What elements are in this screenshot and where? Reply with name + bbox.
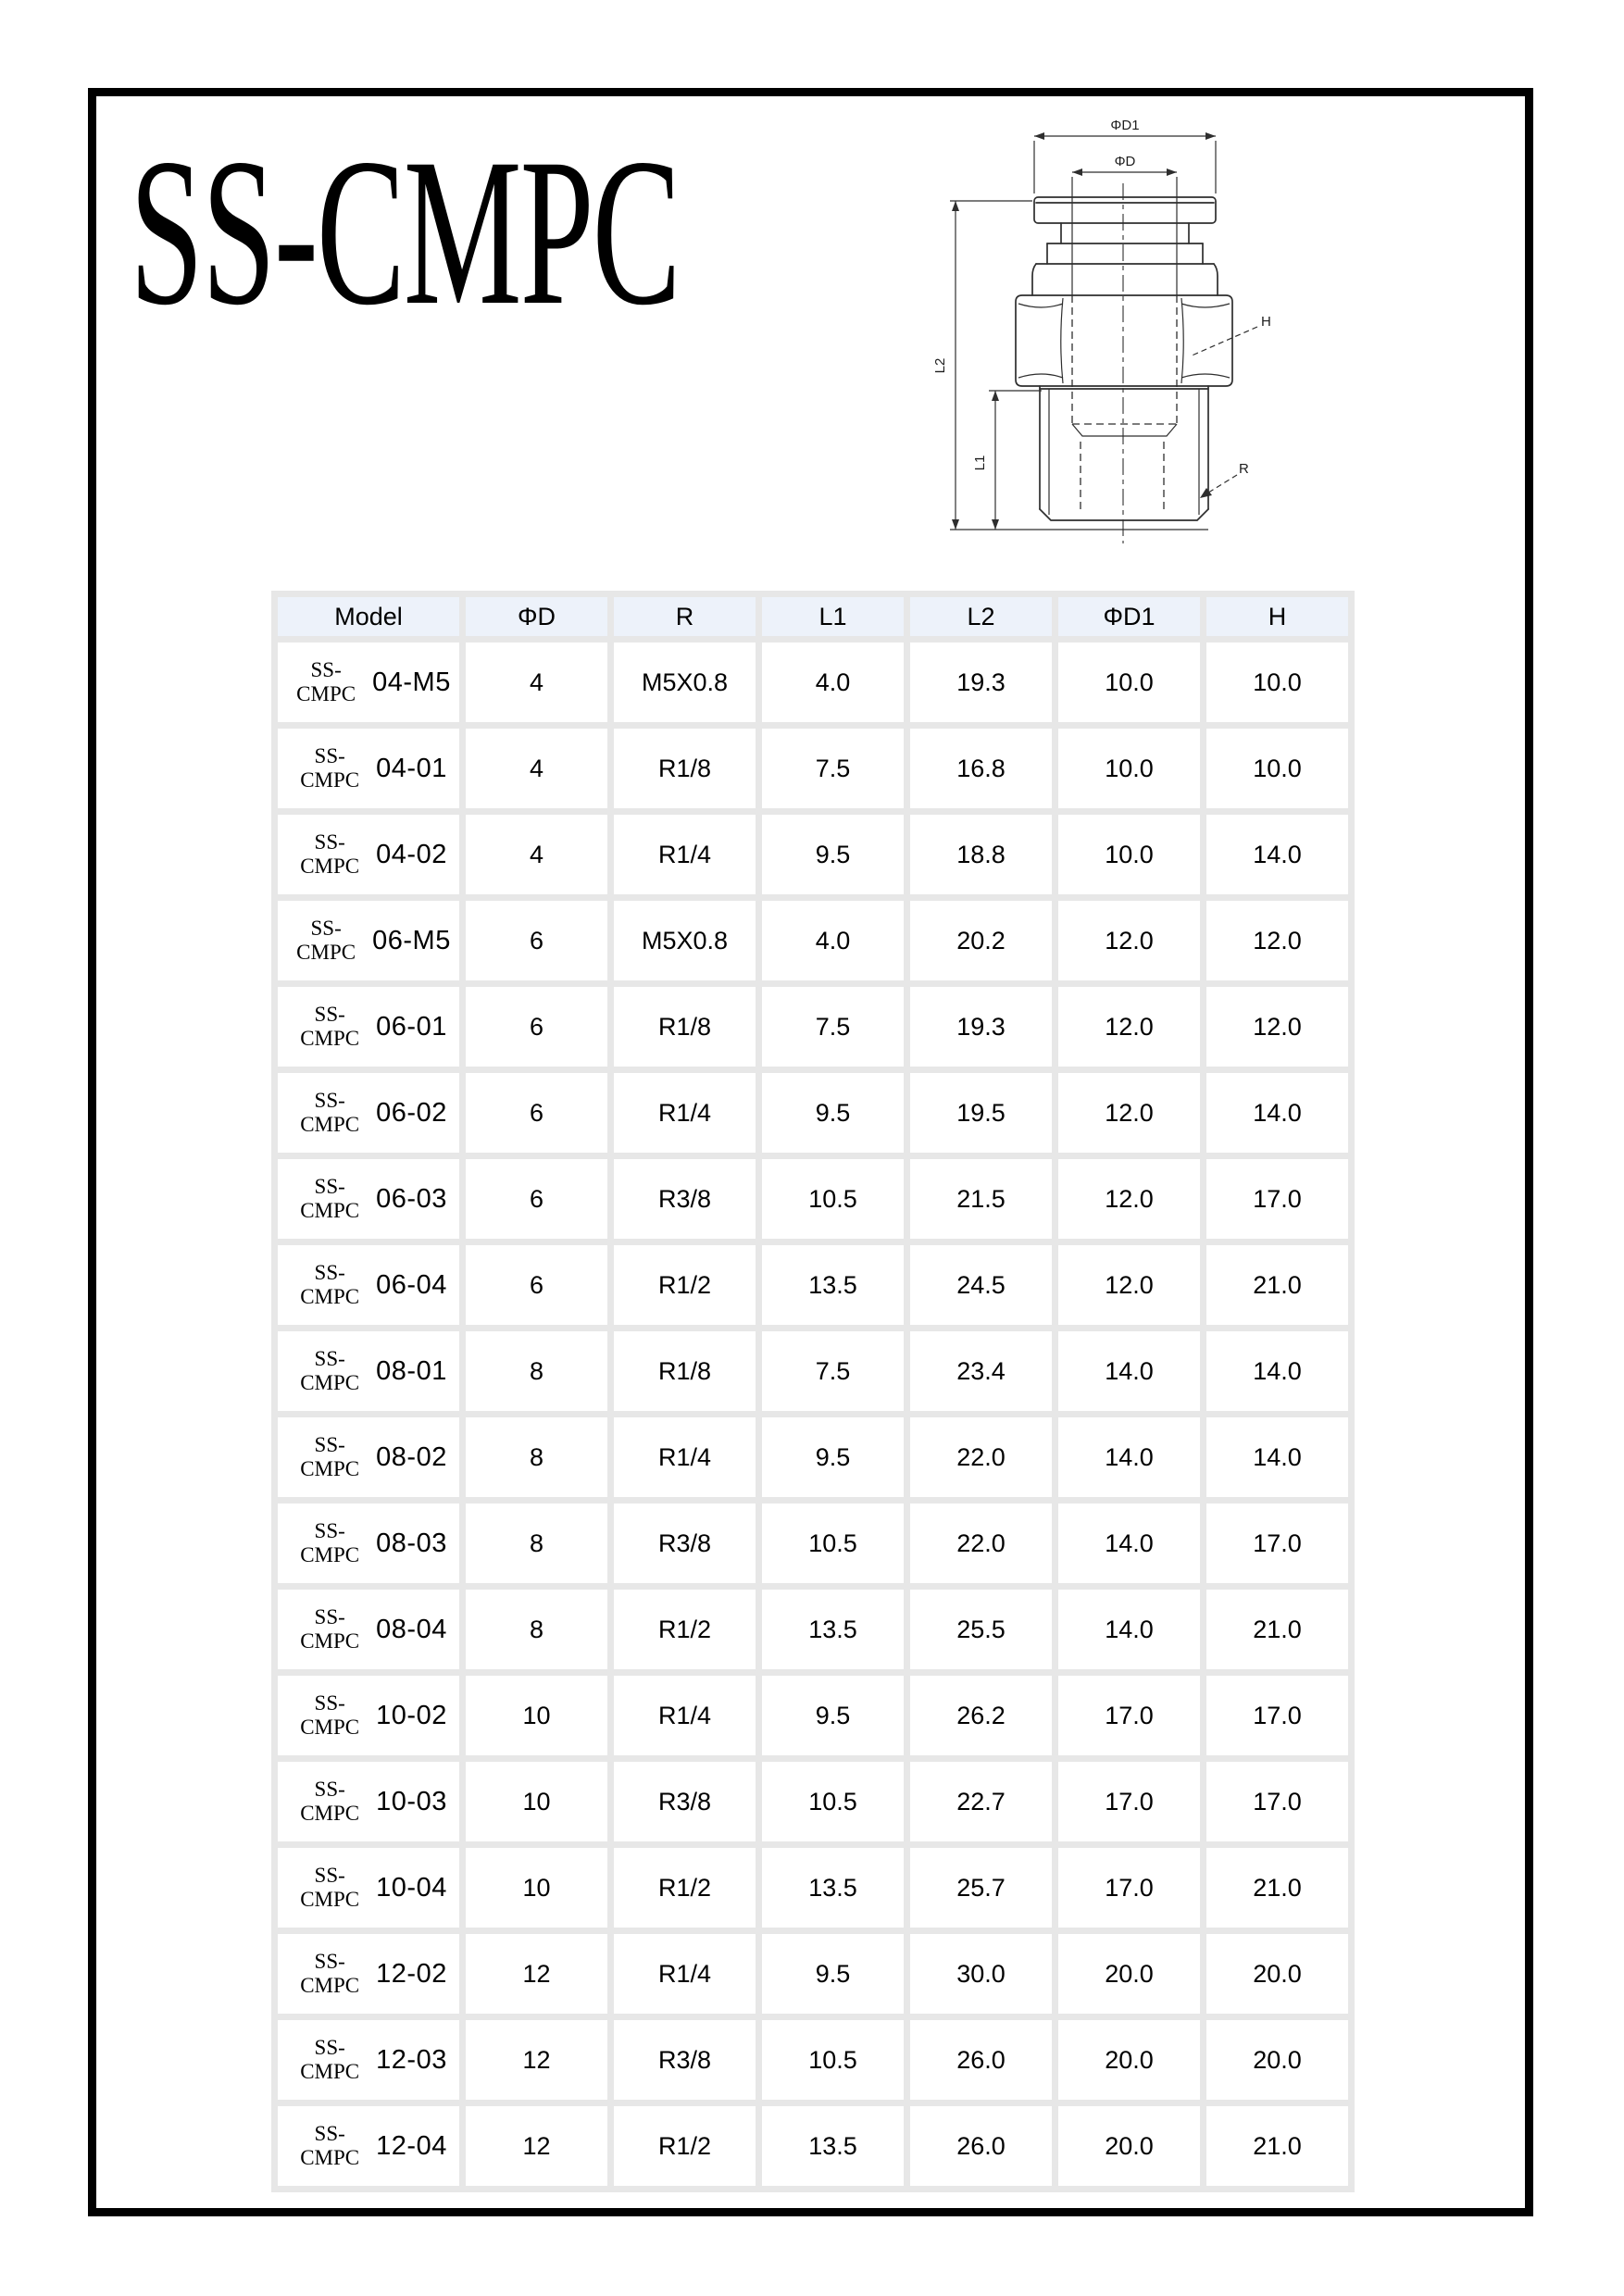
model-prefix: SS-CMPC <box>300 1950 360 1997</box>
cell-l1: 10.5 <box>762 1504 904 1583</box>
cell-d1: 20.0 <box>1058 1934 1200 2014</box>
cell-l2: 30.0 <box>910 1934 1052 2014</box>
cell-l1: 13.5 <box>762 2106 904 2186</box>
cell-r: R3/8 <box>614 1762 756 1841</box>
table-row <box>278 729 1348 808</box>
model-suffix: 12-02 <box>376 1958 447 1989</box>
model-suffix: 08-01 <box>376 1355 447 1386</box>
cell-h: 14.0 <box>1206 815 1348 894</box>
cell-model <box>278 1073 459 1153</box>
table-row <box>278 1934 1348 2014</box>
model-suffix: 12-04 <box>376 2130 447 2161</box>
cell-d: 10 <box>466 1676 607 1755</box>
model-prefix: SS-CMPC <box>300 1864 360 1911</box>
cell-d1: 14.0 <box>1058 1504 1200 1583</box>
page-title: SS-CMPC <box>130 116 680 349</box>
cell-d: 10 <box>466 1848 607 1928</box>
header-row <box>278 597 1348 636</box>
model-suffix: 06-04 <box>376 1269 447 1300</box>
model-prefix: SS-CMPC <box>300 2036 360 2083</box>
cell-l1: 9.5 <box>762 1676 904 1755</box>
column-header-d: ΦD <box>466 597 607 636</box>
model-suffix: 06-01 <box>376 1011 447 1042</box>
cell-r: R1/8 <box>614 1331 756 1411</box>
cell-d: 6 <box>466 1245 607 1325</box>
cell-l1: 9.5 <box>762 1934 904 2014</box>
cell-d: 12 <box>466 2020 607 2100</box>
cell-d1: 10.0 <box>1058 643 1200 722</box>
table-row <box>278 1159 1348 1239</box>
technical-drawing <box>870 88 1305 551</box>
cell-l2: 24.5 <box>910 1245 1052 1325</box>
model-prefix: SS-CMPC <box>300 1605 360 1653</box>
model-prefix: SS-CMPC <box>300 1347 360 1394</box>
cell-r: R3/8 <box>614 2020 756 2100</box>
cell-model <box>278 1245 459 1325</box>
cell-d1: 17.0 <box>1058 1848 1200 1928</box>
cell-l2: 22.7 <box>910 1762 1052 1841</box>
cell-d1: 10.0 <box>1058 815 1200 894</box>
cell-l1: 7.5 <box>762 987 904 1067</box>
model-suffix: 08-02 <box>376 1441 447 1472</box>
cell-model <box>278 815 459 894</box>
table-row <box>278 815 1348 894</box>
model-suffix: 06-M5 <box>372 925 451 955</box>
cell-h: 21.0 <box>1206 1590 1348 1669</box>
column-header-l2: L2 <box>910 597 1052 636</box>
table-row <box>278 1073 1348 1153</box>
cell-model <box>278 2020 459 2100</box>
table-row <box>278 1331 1348 1411</box>
cell-l2: 22.0 <box>910 1417 1052 1497</box>
cell-h: 14.0 <box>1206 1073 1348 1153</box>
cell-h: 12.0 <box>1206 987 1348 1067</box>
cell-r: R1/8 <box>614 987 756 1067</box>
model-suffix: 06-02 <box>376 1097 447 1128</box>
model-suffix: 12-03 <box>376 2044 447 2075</box>
cell-r: R1/2 <box>614 2106 756 2186</box>
column-header-r: R <box>614 597 756 636</box>
cell-model <box>278 1159 459 1239</box>
dim-label-l2: L2 <box>932 357 948 374</box>
cell-model <box>278 987 459 1067</box>
cell-r: R1/8 <box>614 729 756 808</box>
model-prefix: SS-CMPC <box>300 830 360 878</box>
cell-l1: 13.5 <box>762 1590 904 1669</box>
cell-l1: 10.5 <box>762 2020 904 2100</box>
cell-l2: 26.0 <box>910 2106 1052 2186</box>
table-row <box>278 1590 1348 1669</box>
cell-h: 21.0 <box>1206 1848 1348 1928</box>
cell-h: 10.0 <box>1206 729 1348 808</box>
cell-h: 17.0 <box>1206 1159 1348 1239</box>
model-suffix: 10-03 <box>376 1786 447 1816</box>
cell-d: 6 <box>466 987 607 1067</box>
cell-r: R1/2 <box>614 1848 756 1928</box>
cell-r: R1/4 <box>614 1676 756 1755</box>
cell-l2: 16.8 <box>910 729 1052 808</box>
cell-model <box>278 1590 459 1669</box>
page-frame <box>88 88 1533 2216</box>
cell-l1: 9.5 <box>762 1073 904 1153</box>
cell-d: 8 <box>466 1590 607 1669</box>
cell-h: 17.0 <box>1206 1676 1348 1755</box>
spec-table <box>271 591 1355 2192</box>
table-row <box>278 1676 1348 1755</box>
cell-model <box>278 2106 459 2186</box>
cell-l1: 9.5 <box>762 1417 904 1497</box>
cell-d: 6 <box>466 1159 607 1239</box>
column-header-model: Model <box>278 597 459 636</box>
cell-d1: 14.0 <box>1058 1331 1200 1411</box>
model-suffix: 08-04 <box>376 1614 447 1644</box>
table-row <box>278 1848 1348 1928</box>
cell-h: 20.0 <box>1206 1934 1348 2014</box>
table-row <box>278 2106 1348 2186</box>
cell-l1: 4.0 <box>762 901 904 980</box>
cell-model <box>278 1676 459 1755</box>
cell-d1: 12.0 <box>1058 1245 1200 1325</box>
cell-r: R1/4 <box>614 1073 756 1153</box>
cell-model <box>278 729 459 808</box>
cell-l2: 23.4 <box>910 1331 1052 1411</box>
table-row <box>278 643 1348 722</box>
dim-label-r: R <box>1239 461 1249 477</box>
model-suffix: 06-03 <box>376 1183 447 1214</box>
cell-h: 17.0 <box>1206 1504 1348 1583</box>
cell-model <box>278 1417 459 1497</box>
cell-l2: 26.0 <box>910 2020 1052 2100</box>
cell-l1: 7.5 <box>762 1331 904 1411</box>
model-suffix: 04-01 <box>376 753 447 783</box>
model-prefix: SS-CMPC <box>300 1778 360 1825</box>
cell-model <box>278 643 459 722</box>
table-row <box>278 1245 1348 1325</box>
table-row <box>278 2020 1348 2100</box>
cell-d1: 17.0 <box>1058 1676 1200 1755</box>
cell-r: M5X0.8 <box>614 901 756 980</box>
cell-l2: 19.3 <box>910 643 1052 722</box>
cell-d: 8 <box>466 1417 607 1497</box>
cell-model <box>278 1848 459 1928</box>
cell-l2: 25.5 <box>910 1590 1052 1669</box>
cell-r: R3/8 <box>614 1159 756 1239</box>
cell-model <box>278 901 459 980</box>
cell-h: 12.0 <box>1206 901 1348 980</box>
cell-d: 6 <box>466 901 607 980</box>
cell-h: 10.0 <box>1206 643 1348 722</box>
cell-d1: 14.0 <box>1058 1590 1200 1669</box>
cell-d1: 20.0 <box>1058 2106 1200 2186</box>
cell-l1: 9.5 <box>762 815 904 894</box>
model-suffix: 10-04 <box>376 1872 447 1903</box>
table-row <box>278 987 1348 1067</box>
column-header-l1: L1 <box>762 597 904 636</box>
model-prefix: SS-CMPC <box>300 1089 360 1136</box>
model-prefix: SS-CMPC <box>300 1175 360 1222</box>
cell-d1: 17.0 <box>1058 1762 1200 1841</box>
cell-model <box>278 1504 459 1583</box>
cell-h: 21.0 <box>1206 1245 1348 1325</box>
cell-d: 6 <box>466 1073 607 1153</box>
cell-d1: 20.0 <box>1058 2020 1200 2100</box>
model-prefix: SS-CMPC <box>300 2122 360 2169</box>
model-suffix: 04-02 <box>376 839 447 869</box>
model-prefix: SS-CMPC <box>296 917 356 964</box>
cell-d: 10 <box>466 1762 607 1841</box>
dim-label-d: ΦD <box>1114 154 1136 169</box>
dim-label-d1: ΦD1 <box>1110 118 1140 133</box>
table-row <box>278 1417 1348 1497</box>
cell-d: 8 <box>466 1504 607 1583</box>
table-row <box>278 1504 1348 1583</box>
cell-d: 4 <box>466 815 607 894</box>
cell-h: 14.0 <box>1206 1417 1348 1497</box>
cell-h: 14.0 <box>1206 1331 1348 1411</box>
cell-d: 12 <box>466 1934 607 2014</box>
cell-model <box>278 1762 459 1841</box>
table-row <box>278 901 1348 980</box>
model-suffix: 04-M5 <box>372 667 451 697</box>
cell-l2: 19.5 <box>910 1073 1052 1153</box>
cell-l1: 4.0 <box>762 643 904 722</box>
model-suffix: 10-02 <box>376 1700 447 1730</box>
cell-l2: 25.7 <box>910 1848 1052 1928</box>
cell-d1: 12.0 <box>1058 901 1200 980</box>
cell-l2: 19.3 <box>910 987 1052 1067</box>
cell-d1: 12.0 <box>1058 1073 1200 1153</box>
dim-label-h: H <box>1261 314 1271 330</box>
model-prefix: SS-CMPC <box>296 658 356 705</box>
cell-r: R1/2 <box>614 1245 756 1325</box>
cell-model <box>278 1934 459 2014</box>
cell-d: 4 <box>466 643 607 722</box>
cell-d1: 10.0 <box>1058 729 1200 808</box>
cell-l2: 26.2 <box>910 1676 1052 1755</box>
cell-h: 21.0 <box>1206 2106 1348 2186</box>
cell-l2: 21.5 <box>910 1159 1052 1239</box>
dim-label-l1: L1 <box>972 455 988 471</box>
cell-l1: 13.5 <box>762 1245 904 1325</box>
cell-r: R1/4 <box>614 815 756 894</box>
column-header-h: H <box>1206 597 1348 636</box>
cell-model <box>278 1331 459 1411</box>
cell-l1: 7.5 <box>762 729 904 808</box>
model-prefix: SS-CMPC <box>300 744 360 792</box>
cell-r: M5X0.8 <box>614 643 756 722</box>
cell-l2: 20.2 <box>910 901 1052 980</box>
model-prefix: SS-CMPC <box>300 1261 360 1308</box>
cell-h: 17.0 <box>1206 1762 1348 1841</box>
table-row <box>278 1762 1348 1841</box>
model-prefix: SS-CMPC <box>300 1003 360 1050</box>
cell-d: 4 <box>466 729 607 808</box>
cell-r: R1/2 <box>614 1590 756 1669</box>
model-suffix: 08-03 <box>376 1528 447 1558</box>
cell-d1: 12.0 <box>1058 1159 1200 1239</box>
cell-d: 8 <box>466 1331 607 1411</box>
column-header-d1: ΦD1 <box>1058 597 1200 636</box>
cell-l1: 10.5 <box>762 1159 904 1239</box>
cell-h: 20.0 <box>1206 2020 1348 2100</box>
cell-d1: 12.0 <box>1058 987 1200 1067</box>
cell-l1: 10.5 <box>762 1762 904 1841</box>
model-prefix: SS-CMPC <box>300 1519 360 1566</box>
cell-l1: 13.5 <box>762 1848 904 1928</box>
cell-l2: 18.8 <box>910 815 1052 894</box>
cell-r: R1/4 <box>614 1417 756 1497</box>
cell-d1: 14.0 <box>1058 1417 1200 1497</box>
model-prefix: SS-CMPC <box>300 1433 360 1480</box>
cell-l2: 22.0 <box>910 1504 1052 1583</box>
cell-d: 12 <box>466 2106 607 2186</box>
cell-r: R1/4 <box>614 1934 756 2014</box>
cell-r: R3/8 <box>614 1504 756 1583</box>
model-prefix: SS-CMPC <box>300 1691 360 1739</box>
